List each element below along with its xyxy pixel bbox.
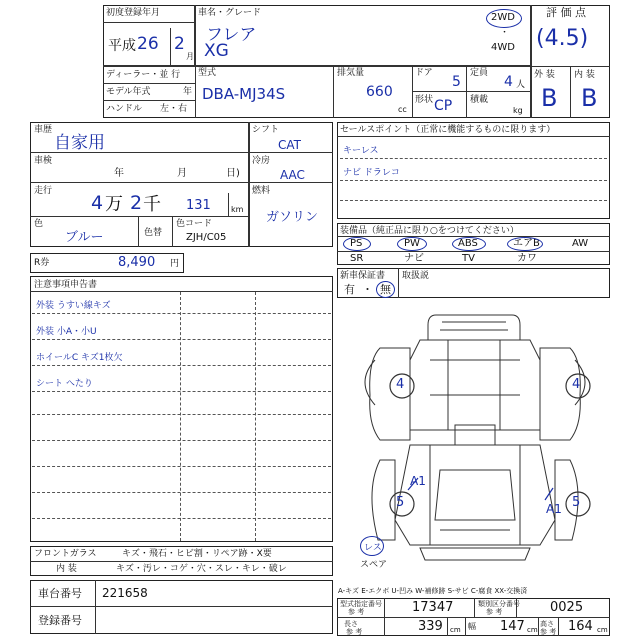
equip-abs: ABS xyxy=(458,238,478,249)
height-unit: cm xyxy=(597,626,608,634)
damage-mark: 4 xyxy=(572,377,581,392)
category-label: 類別区分番号 xyxy=(478,600,520,608)
front-body-outline xyxy=(410,340,540,430)
inspection-month-unit: 月 xyxy=(177,168,187,179)
warranty-dot: ・ xyxy=(362,283,373,296)
height-label: 高さ xyxy=(540,620,554,628)
exterior-label: 外 装 xyxy=(534,70,555,80)
shape: CP xyxy=(434,98,453,114)
divider xyxy=(447,617,448,636)
equip-sr: SR xyxy=(350,253,364,264)
capacity-label: 定員 xyxy=(470,68,489,78)
divider xyxy=(384,598,385,636)
type-designation: 17347 xyxy=(412,600,454,615)
fuel-label: 燃料 xyxy=(252,186,271,196)
sales-points-title: セールスポイント（正常に機能するものに限ります） xyxy=(340,125,556,135)
new-car-warranty-label: 新車保証書 xyxy=(340,271,386,281)
left-rear-outline xyxy=(372,460,395,540)
ref-label-2: 参 考 xyxy=(486,608,503,616)
type-label: 型式 xyxy=(198,68,217,78)
type-designation-label: 型式指定番号 xyxy=(340,600,382,608)
mileage-label: 走行 xyxy=(34,186,53,196)
drive-dot: ・ xyxy=(500,28,510,38)
mileage-sen: 2 xyxy=(130,192,143,214)
km-unit: km xyxy=(231,205,244,214)
divider xyxy=(30,606,333,607)
reg-month: 2 xyxy=(174,34,185,54)
handle-label: ハンドル xyxy=(106,104,143,114)
damage-legend: A-キズ E-エクボ U-凹み W-補修跡 S-サビ C-腐食 XX-交換済 xyxy=(338,587,528,595)
recycle-unit: 円 xyxy=(170,259,180,269)
ref-label-4: 参 考 xyxy=(540,628,557,636)
inspection-year-unit: 年 xyxy=(114,168,124,179)
note-line: ホイールC キズ1枚欠 xyxy=(36,353,123,363)
name-grade-label: 車名・グレード xyxy=(198,8,262,18)
doors: 5 xyxy=(452,74,461,90)
interior-note-text: キズ・汚レ・コゲ・穴・スレ・キレ・破レ xyxy=(116,564,287,574)
note-line: シート へたり xyxy=(36,379,93,389)
right-front-outline xyxy=(540,348,580,440)
equip-pw: PW xyxy=(404,238,420,249)
capacity: 4 xyxy=(504,74,513,90)
color-change-label: 色替 xyxy=(144,228,163,238)
fuel-value: ガソリン xyxy=(266,210,319,225)
sales-point-line: キーレス xyxy=(343,146,379,156)
spare-note: レス xyxy=(364,543,382,553)
handle-options: 左・右 xyxy=(160,104,188,114)
era: 平成 xyxy=(108,38,136,54)
spare-label: スペア xyxy=(360,560,388,570)
drive-2wd: 2WD xyxy=(491,12,515,23)
first-reg-label: 初度登録年月 xyxy=(106,8,161,18)
width-label: 幅 xyxy=(468,622,476,631)
inspection-day-unit: 日) xyxy=(226,168,240,179)
exterior-grade: B xyxy=(541,84,558,112)
shift-value: CAT xyxy=(278,138,301,152)
equip-navi: ナビ xyxy=(404,253,424,264)
front-glass-text: キズ・飛石・ヒビ割・リペア跡・X要 xyxy=(122,549,272,559)
load-label: 積載 xyxy=(470,95,489,105)
shape-label: 形状 xyxy=(415,95,434,105)
model-year-label: モデル年式 xyxy=(106,87,151,97)
equip-tv: TV xyxy=(462,253,475,264)
frame-no: 221658 xyxy=(102,586,148,600)
divider xyxy=(337,617,610,618)
equipment-title: 装備品（純正品に限り○をつけてください） xyxy=(340,226,519,236)
width: 147 xyxy=(500,619,525,634)
recycle-value: 8,490 xyxy=(118,255,156,270)
history-label: 車歴 xyxy=(34,125,53,135)
note-line: 外装 小A・小U xyxy=(36,327,97,337)
mileage-man: 4 xyxy=(91,192,104,214)
note-line: 外装 うすい線キズ xyxy=(36,301,111,311)
displacement: 660 xyxy=(366,84,393,100)
color-label: 色 xyxy=(34,219,44,229)
ref-label: 参 考 xyxy=(348,608,365,616)
warranty-yes: 有 xyxy=(344,283,355,296)
width-unit: cm xyxy=(527,626,538,634)
divider xyxy=(465,617,466,636)
inspection-label: 車検 xyxy=(34,156,53,166)
damage-mark: 4 xyxy=(396,377,405,392)
equip-ps: PS xyxy=(350,238,363,249)
mileage-rest: 131 xyxy=(186,198,211,213)
reg-no-label: 登録番号 xyxy=(38,614,82,627)
damage-mark: A1 xyxy=(546,502,562,516)
divider xyxy=(30,561,333,562)
damage-mark: 5 xyxy=(396,495,405,510)
history-value: 自家用 xyxy=(54,133,105,153)
capacity-unit: 人 xyxy=(516,80,526,90)
category: 0025 xyxy=(550,600,584,615)
color-code-label: 色コード xyxy=(176,219,213,229)
eval-label: 評 価 点 xyxy=(546,6,586,19)
damage-mark: A1 xyxy=(410,474,426,488)
color-code: ZJH/C05 xyxy=(186,232,227,243)
front-glass-label: フロントガラス xyxy=(34,549,97,559)
length: 339 xyxy=(418,619,443,634)
manual-label: 取扱説 xyxy=(402,271,430,281)
color-value: ブルー xyxy=(65,230,104,245)
divider xyxy=(474,598,475,617)
drive-4wd: 4WD xyxy=(491,42,515,53)
notes-title: 注意事項申告書 xyxy=(34,280,98,290)
warranty-no: 無 xyxy=(380,283,391,296)
shift-label: シフト xyxy=(252,125,280,135)
dealer-label: ディーラー・並 行 xyxy=(106,70,181,80)
sales-point-line: ナビ ドラレコ xyxy=(343,168,400,178)
equip-aw: AW xyxy=(572,238,589,249)
sen-unit: 千 xyxy=(143,194,161,215)
height: 164 xyxy=(568,619,593,634)
length-unit: cm xyxy=(450,626,461,634)
divider xyxy=(558,617,559,636)
ref-label-3: 参 考 xyxy=(346,628,363,636)
equip-leather: カワ xyxy=(517,253,537,264)
reg-year: 26 xyxy=(137,34,159,54)
eval-score: (4.5) xyxy=(536,26,589,51)
grade: XG xyxy=(204,41,229,61)
interior-grade: B xyxy=(581,84,598,112)
interior-label: 内 装 xyxy=(574,70,595,80)
interior-note-label: 内 装 xyxy=(56,564,77,574)
divider xyxy=(95,580,96,634)
equip-airbag: エアB xyxy=(513,238,540,249)
hood-outline xyxy=(428,315,520,340)
month-unit: 月 xyxy=(186,52,194,61)
recycle-label: R券 xyxy=(34,258,50,268)
cc-unit: cc xyxy=(398,105,407,114)
ac-value: AAC xyxy=(280,168,305,182)
displacement-label: 排気量 xyxy=(337,68,365,78)
left-front-outline xyxy=(370,348,410,440)
frame-no-label: 車台番号 xyxy=(38,587,82,600)
length-label: 長さ xyxy=(344,620,358,628)
car-name: フレア xyxy=(206,25,257,45)
model-year-unit: 年 xyxy=(183,87,193,97)
damage-mark: 5 xyxy=(572,495,581,510)
door-label: ドア xyxy=(415,68,433,78)
model-code: DBA-MJ34S xyxy=(202,85,286,103)
load-unit: kg xyxy=(513,106,523,115)
man-unit: 万 xyxy=(105,194,123,215)
divider xyxy=(538,617,539,636)
ac-label: 冷房 xyxy=(252,156,271,166)
